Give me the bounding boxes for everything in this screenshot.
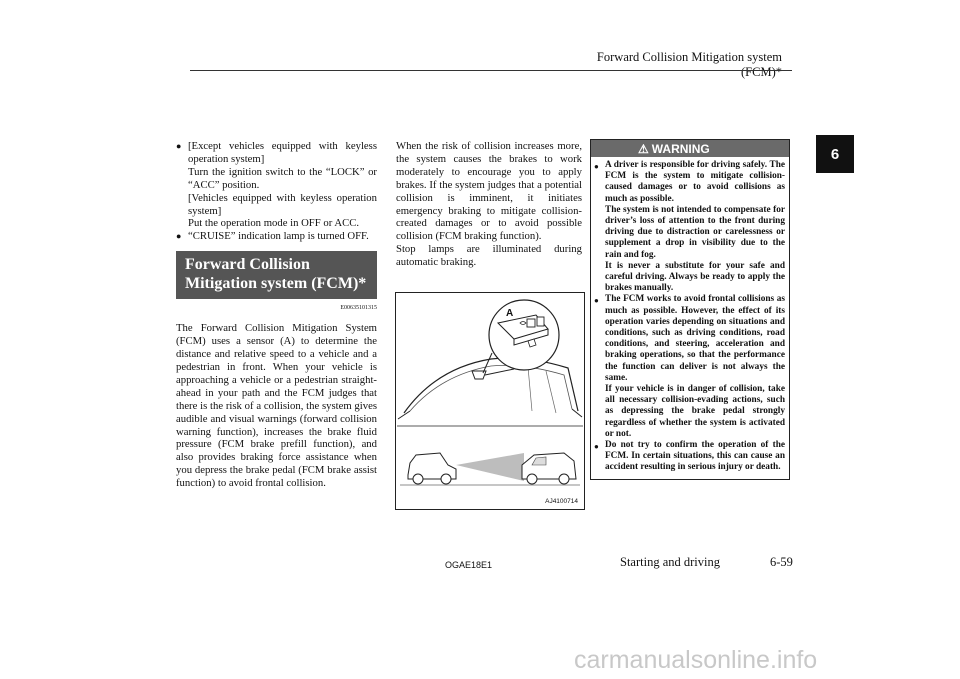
list-item bbox=[176, 230, 377, 243]
warning-header bbox=[591, 140, 789, 157]
bullet-icon: ● bbox=[594, 296, 599, 306]
bullet-text: Put the operation mode in OFF or ACC. bbox=[188, 217, 359, 230]
list-item bbox=[594, 160, 785, 294]
bullet-icon: ● bbox=[594, 442, 599, 452]
bullet-text: “CRUISE” indication lamp is turned OFF. bbox=[188, 230, 369, 243]
section-title-line: Forward Collision bbox=[185, 256, 310, 274]
paragraph: Stop lamps are illuminated during automatic braking. bbox=[396, 243, 582, 269]
middle-column bbox=[396, 140, 582, 269]
warning-box bbox=[590, 139, 790, 480]
watermark: carmanualsonline.info bbox=[574, 646, 818, 674]
fcm-illustration bbox=[395, 292, 585, 510]
figure-code: AJ4100714 bbox=[545, 498, 578, 505]
section-title-line: Mitigation system (FCM)* bbox=[185, 275, 367, 293]
bullet-text: Turn the ignition switch to the “LOCK” or “ACC” position. bbox=[188, 165, 377, 191]
bullet-icon: ● bbox=[594, 162, 599, 171]
bullet-text: [Except vehicles equipped with keyless operation system] bbox=[188, 140, 377, 165]
header-rule bbox=[190, 70, 792, 71]
page-number: 6-59 bbox=[770, 555, 793, 569]
windshield-sensor-diagram bbox=[396, 293, 584, 509]
warning-text: A driver is responsible for driving safely. The FCM is the system to mitigate collision- caused damages or to avoid collisions as much as possible. bbox=[605, 160, 785, 204]
warning-text: If your vehicle is in danger of collision, take all necessary collision-evading actions, such as depressing the brake pedal strongly regardless of whether the system is activated or not. bbox=[605, 384, 785, 439]
warning-triangle-icon: ⚠ bbox=[638, 141, 649, 156]
warning-text: The system is not intended to compensate for driver’s loss of attention to the front during driving due to distraction or carelessness or supplement a drop in visibility due to the rain and fog. bbox=[605, 204, 785, 260]
bullet-icon: ● bbox=[176, 141, 182, 151]
section-code: E00635101315 bbox=[340, 305, 377, 312]
warning-text: The FCM works to avoid frontal collisions as much as possible. However, the effect of its operation varies depending on situations and conditions, such as driving conditions, road conditions, and steering, acceleration and braking operations, so that the performance the function can deliver is not always the same. bbox=[605, 294, 785, 383]
warning-text: Do not try to confirm the operation of the FCM. In certain situations, this can cause an accident resulting in serious injury or death. bbox=[605, 440, 785, 473]
chapter-tab: 6 bbox=[816, 135, 854, 173]
bullet-text: [Vehicles equipped with keyless operation system] bbox=[188, 191, 377, 217]
warning-title: WARNING bbox=[651, 141, 710, 156]
left-column bbox=[176, 140, 377, 490]
section-title bbox=[176, 251, 377, 299]
list-item bbox=[176, 140, 377, 230]
sensor-label-a: A bbox=[506, 308, 514, 319]
bullet-icon: ● bbox=[176, 231, 182, 242]
running-header: Forward Collision Mitigation system (FCM)* bbox=[596, 50, 782, 79]
warning-body bbox=[591, 157, 789, 474]
footer-section: Starting and driving bbox=[620, 555, 720, 569]
list-item bbox=[594, 294, 785, 440]
intro-paragraph: The Forward Collision Mitigation System (FCM) uses a sensor (A) to determine the distance and relative speed to a vehicle and a pedestrian in front. When your vehicle is approaching a vehicle or a pedestrian straight-ahead in your path and the FCM judges that there is the risk of a collision, the system gives audible and visual warnings (forward collision warning function), increases the brake fluid pressure (FCM brake prefill function), and also provides braking force assistance when you depress the brake pedal (FCM brake assist function) to avoid frontal collision. bbox=[176, 322, 377, 490]
paragraph: When the risk of collision increases more, the system causes the brakes to work moderately to encourage you to apply brakes. If the system judges that a potential collision is imminent, it initiates emergency braking to mitigate collision-created damages or to avoid possible collision (FCM braking function). bbox=[396, 140, 582, 243]
warning-text: It is never a substitute for your safe and careful driving. Always be ready to apply the brakes manually. bbox=[605, 260, 785, 294]
list-item bbox=[594, 440, 785, 474]
document-code: OGAE18E1 bbox=[445, 560, 493, 570]
